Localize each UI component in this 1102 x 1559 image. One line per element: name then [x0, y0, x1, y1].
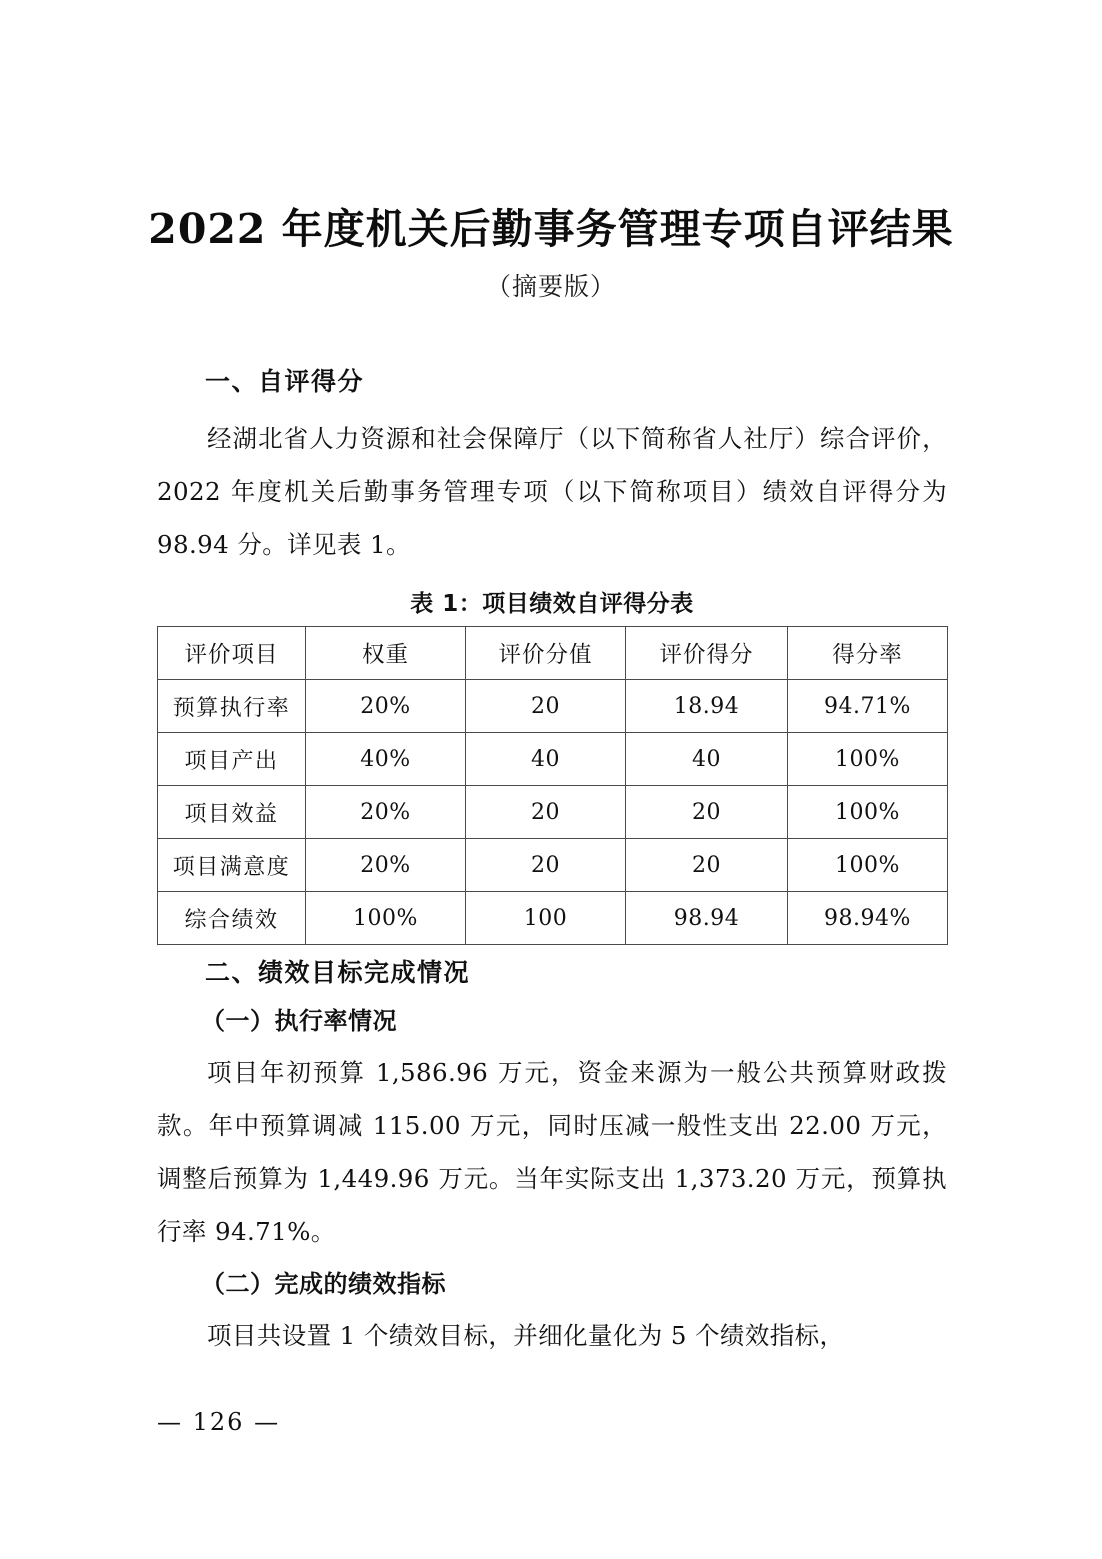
- table-row: [158, 733, 948, 786]
- section-one-paragraph: 经湖北省人力资源和社会保障厅（以下简称省人社厅）综合评价，2022 年度机关后勤事务管理专项（以下简称项目）绩效自评得分为 98.94 分。详见表 1。: [157, 424, 947, 559]
- cell-max-score: 20: [466, 839, 626, 892]
- cell-rate: 100%: [788, 786, 948, 839]
- subsection-heading-two: （二）完成的绩效指标: [201, 1269, 446, 1298]
- cell-rate: 94.71%: [788, 680, 948, 733]
- table-row: [158, 892, 948, 945]
- cell-item: 预算执行率: [158, 680, 306, 733]
- table-row: [158, 680, 948, 733]
- table-header-row: [158, 627, 948, 680]
- cell-weight: 100%: [306, 892, 466, 945]
- cell-rate: 98.94%: [788, 892, 948, 945]
- table-header-max-score: 评价分值: [466, 627, 626, 680]
- cell-max-score: 20: [466, 786, 626, 839]
- cell-item: 项目满意度: [158, 839, 306, 892]
- cell-weight: 20%: [306, 839, 466, 892]
- subsection-heading-one: （一）执行率情况: [201, 1006, 397, 1035]
- score-table: [157, 626, 948, 945]
- cell-score: 18.94: [626, 680, 788, 733]
- table-header-item: 评价项目: [158, 627, 306, 680]
- cell-max-score: 40: [466, 733, 626, 786]
- page-title: 2022 年度机关后勤事务管理专项自评结果: [148, 205, 954, 253]
- cell-item: 项目效益: [158, 786, 306, 839]
- subsection-one-paragraph: 项目年初预算 1,586.96 万元，资金来源为一般公共预算财政拨款。年中预算调减 115.00 万元，同时压减一般性支出 22.00 万元，调整后预算为 1,449.96 万元。当年实际支出 1,373.20 万元，预算执行率 94.71%。: [157, 1058, 947, 1246]
- table-header-weight: 权重: [306, 627, 466, 680]
- page-subtitle: （摘要版）: [485, 272, 616, 301]
- cell-score: 40: [626, 733, 788, 786]
- table-header-score: 评价得分: [626, 627, 788, 680]
- cell-weight: 40%: [306, 733, 466, 786]
- table-row: [158, 839, 948, 892]
- table-caption: 表 1：项目绩效自评得分表: [410, 591, 694, 617]
- cell-weight: 20%: [306, 786, 466, 839]
- table-header-rate: 得分率: [788, 627, 948, 680]
- cell-rate: 100%: [788, 839, 948, 892]
- cell-score: 20: [626, 786, 788, 839]
- cell-weight: 20%: [306, 680, 466, 733]
- page-number-footer: — 126 —: [157, 1408, 281, 1436]
- cell-score: 20: [626, 839, 788, 892]
- cell-item: 项目产出: [158, 733, 306, 786]
- cell-rate: 100%: [788, 733, 948, 786]
- section-heading-two: 二、绩效目标完成情况: [205, 958, 471, 987]
- table-row: [158, 786, 948, 839]
- cell-max-score: 20: [466, 680, 626, 733]
- section-heading-one: 一、自评得分: [205, 367, 365, 396]
- cell-max-score: 100: [466, 892, 626, 945]
- cell-score: 98.94: [626, 892, 788, 945]
- document-body: [157, 362, 947, 1368]
- subsection-two-paragraph: 项目共设置 1 个绩效目标，并细化量化为 5 个绩效指标，: [207, 1321, 845, 1350]
- cell-item: 综合绩效: [158, 892, 306, 945]
